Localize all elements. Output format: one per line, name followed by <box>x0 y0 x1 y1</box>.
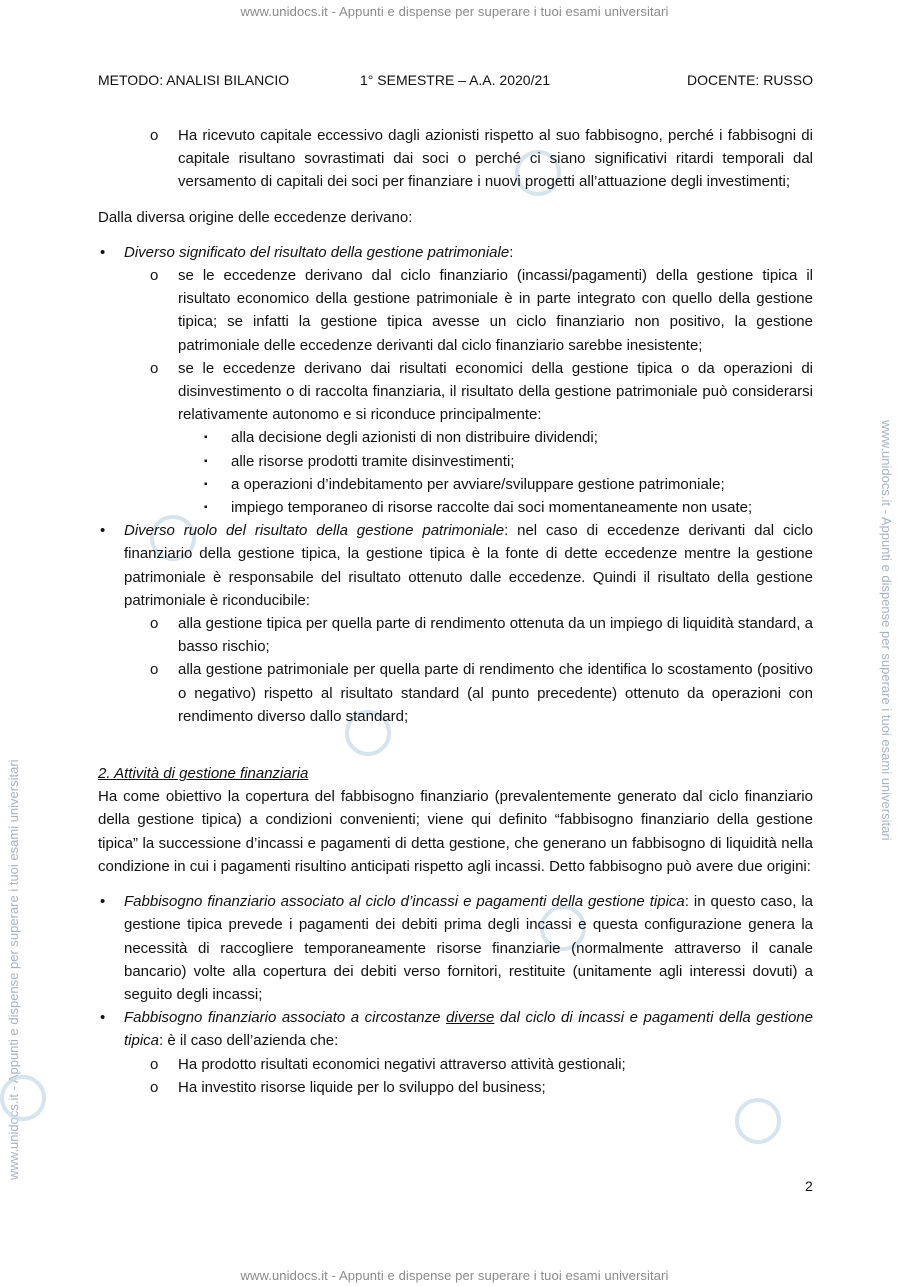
list-item <box>98 473 813 496</box>
header-teacher: DOCENTE: RUSSO <box>686 72 813 88</box>
list-item <box>98 890 813 1006</box>
item-label: Fabbisogno finanziario associato al ciclo d’incassi e pagamenti della gestione tipica <box>124 893 685 911</box>
item-text: Ha prodotto risultati economici negativi attraverso attività gestionali; <box>178 1055 626 1073</box>
item-label-underlined: diverse <box>446 1009 495 1027</box>
item-text: alla gestione tipica per quella parte di rendimento ottenuta da un impiego di liquidità standard, a basso rischio; <box>178 615 813 656</box>
bullet-icon: • <box>100 522 106 540</box>
list-item <box>98 450 813 473</box>
item-text: : è il caso dell’azienda che: <box>159 1032 339 1050</box>
list-item <box>98 496 813 519</box>
item-text: Ha ricevuto capitale eccessivo dagli azionisti rispetto al suo fabbisogno, perché i fabbisogni di capitale risultano sovrastimati dai soci o perché ci siano significativi ritardi temporali dal versamento di capitali dei soci per finanziare i nuovi progetti all’attuazione degli investimenti; <box>178 127 813 191</box>
circle-bullet-icon: o <box>150 267 159 285</box>
origin-paragraph: Dalla diversa origine delle eccedenze derivano: <box>98 208 413 226</box>
list-item <box>98 1053 813 1076</box>
item-text: : nel caso di eccedenze derivanti dal ciclo finanziario della gestione tipica, la gestione tipica è la fonte di dette eccedenze mentre la gestione patrimoniale è responsabile del risultato ottenuto dalle eccedenze. Quindi il risultato della gestione patrimoniale è riconducibile: <box>124 522 813 609</box>
bullet-icon: • <box>100 893 106 911</box>
item-text: a operazioni d’indebitamento per avviare/sviluppare gestione patrimoniale; <box>231 475 725 493</box>
item-label: Fabbisogno finanziario associato a circostanze <box>124 1009 447 1027</box>
watermark-left: www.unidocs.it - Appunti e dispense per superare i tuoi esami universitari <box>6 759 21 1180</box>
circle-bullet-icon: o <box>150 359 159 377</box>
item-label: Diverso significato del risultato della gestione patrimoniale <box>124 243 510 261</box>
circle-bullet-icon: o <box>150 1078 159 1096</box>
item-text: se le eccedenze derivano dal ciclo finanziario (incassi/pagamenti) della gestione tipica il risultato economico della gestione patrimoniale è in parte integrato con quello della gestione tipica; se infatti la gestione tipica avesse un ciclo finanziario non positivo, la gestione patrimoniale delle eccedenze derivanti dal ciclo finanziario sarebbe inesistente; <box>178 267 813 354</box>
list-item <box>98 1006 813 1052</box>
item-text: Ha investito risorse liquide per lo sviluppo del business; <box>178 1078 546 1096</box>
list-item <box>98 1076 813 1099</box>
circle-bullet-icon: o <box>150 615 159 633</box>
header-course: METODO: ANALISI BILANCIO <box>98 72 290 88</box>
section-paragraph: Ha come obiettivo la copertura del fabbisogno finanziario (prevalentemente generato dal ciclo finanziario della gestione tipica) a condizioni convenienti; viene qui definito “fabbisogno finanziario della gestione tipica” la successione d’incassi e pagamenti di detta gestione, che generano un fabbisogno di liquidità nella condizione in cui i pagamenti risultino anticipati rispetto agli incassi. Detto fabbisogno può avere due origini: <box>98 788 813 875</box>
list-item <box>98 124 813 194</box>
item-text: alla gestione patrimoniale per quella parte di rendimento che identifica lo scostamento (positivo o negativo) rispetto al risultato standard (al punto precedente) ottenuto da operazioni con rendimento diverso dallo standard; <box>178 661 813 725</box>
list-item <box>98 658 813 728</box>
item-text: alla decisione degli azionisti di non distribuire dividendi; <box>231 429 598 447</box>
list-item <box>98 357 813 427</box>
watermark-bottom: www.unidocs.it - Appunti e dispense per superare i tuoi esami universitari <box>240 1268 669 1283</box>
item-text: alle risorse prodotti tramite disinvestimenti; <box>231 452 515 470</box>
list-item <box>98 612 813 658</box>
watermark-top: www.unidocs.it - Appunti e dispense per superare i tuoi esami universitari <box>240 4 669 19</box>
circle-bullet-icon: o <box>150 127 159 144</box>
watermark-logo-icon <box>735 1098 781 1144</box>
item-text: : in questo caso, la gestione tipica prevede i pagamenti dei debiti prima degli incassi e questa configurazione genera la necessità di raccogliere temporaneamente risorse finanziarie (normalmente attraverso il canale bancario) volte alla copertura dei debiti verso fornitori, restituite (unitamente agli interessi dovuti) a seguito degli incassi; <box>124 893 813 1003</box>
item-label: Diverso ruolo del risultato della gestione patrimoniale <box>124 522 505 540</box>
bullet-icon: • <box>100 1009 106 1027</box>
section-title: 2. Attività di gestione finanziaria <box>98 765 309 783</box>
item-label: dal ciclo di incassi e pagamenti della gestione tipica <box>124 1009 813 1050</box>
square-bullet-icon: ▪ <box>204 502 208 514</box>
page-header <box>98 72 813 92</box>
watermark-logo-icon <box>0 1075 46 1121</box>
header-semester: 1° SEMESTRE – A.A. 2020/21 <box>360 72 551 88</box>
list-item <box>98 241 813 264</box>
circle-bullet-icon: o <box>150 661 159 679</box>
item-text: se le eccedenze derivano dai risultati economici della gestione tipica o da operazioni di disinvestimento o di raccolta finanziaria, il risultato della gestione patrimoniale può considerarsi relativamente autonomo e si riconduce principalmente: <box>178 359 813 424</box>
item-text: : <box>509 243 514 261</box>
list-item <box>98 426 813 449</box>
list-item <box>98 264 813 357</box>
square-bullet-icon: ▪ <box>204 432 208 444</box>
item-text: impiego temporaneo di risorse raccolte dai soci momentaneamente non usate; <box>231 499 753 517</box>
list-item <box>98 519 813 612</box>
square-bullet-icon: ▪ <box>204 455 208 467</box>
bullet-icon: • <box>100 243 106 261</box>
square-bullet-icon: ▪ <box>204 478 208 490</box>
circle-bullet-icon: o <box>150 1055 159 1073</box>
watermark-right: www.unidocs.it - Appunti e dispense per superare i tuoi esami universitari <box>879 420 894 841</box>
page-number: 2 <box>805 1178 813 1194</box>
page-body <box>98 124 813 1099</box>
